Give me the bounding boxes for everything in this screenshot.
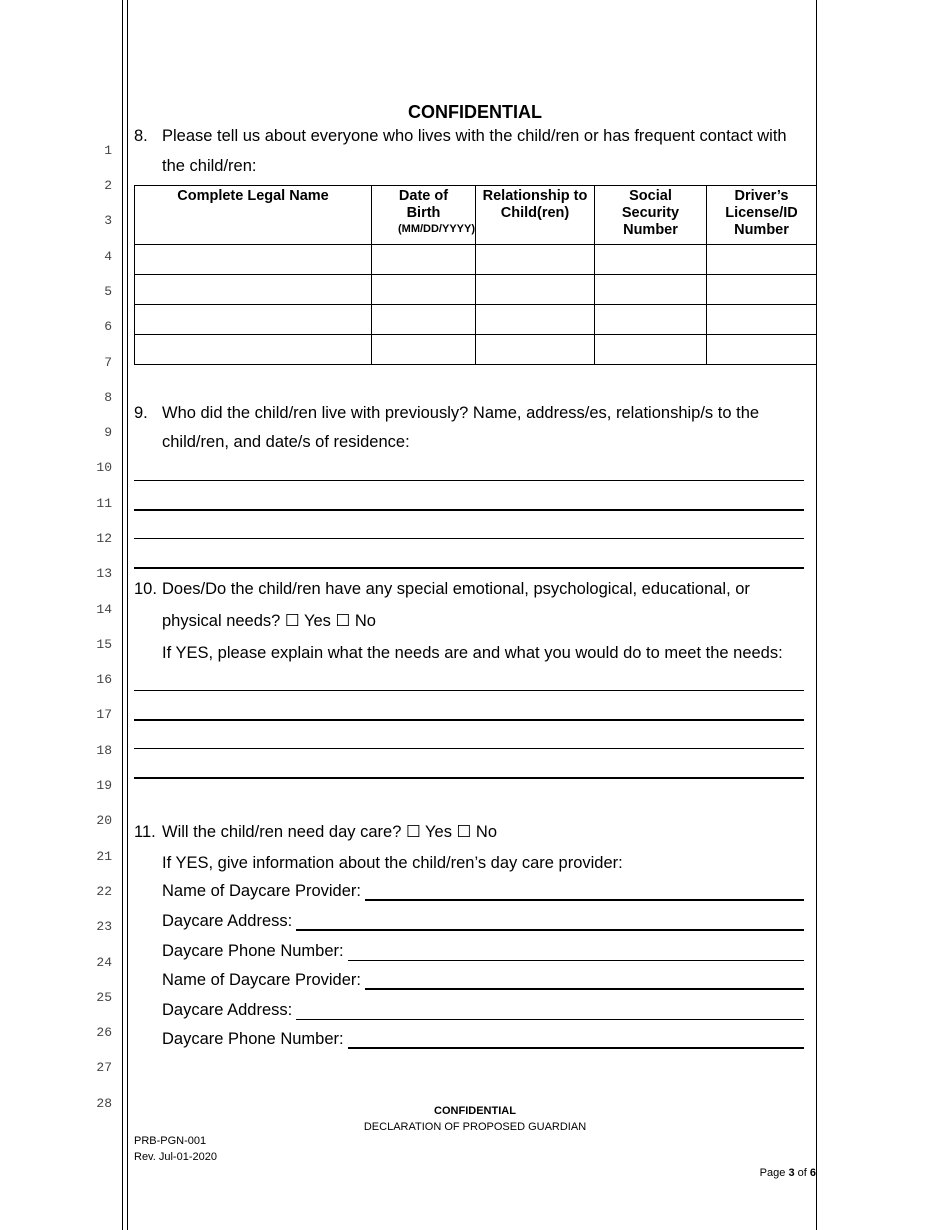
page-label: Page bbox=[759, 1167, 786, 1179]
footer-title: CONFIDENTIAL bbox=[434, 1105, 516, 1117]
table-row bbox=[135, 275, 817, 305]
header-main: Driver’s License/ID Number bbox=[725, 188, 798, 238]
page-total: 6 bbox=[809, 1167, 816, 1179]
daycare-provider-name-row bbox=[162, 971, 804, 990]
form-revision: Rev. Jul-01-2020 bbox=[134, 1151, 217, 1163]
q10-answer-line[interactable] bbox=[134, 719, 804, 721]
daycare-phone-input[interactable] bbox=[348, 944, 804, 961]
line-number: 21 bbox=[96, 849, 112, 864]
table-row bbox=[135, 245, 817, 275]
license-cell[interactable] bbox=[707, 275, 817, 305]
daycare-phone-label: Daycare Phone Number: bbox=[162, 1030, 344, 1048]
ssn-cell[interactable] bbox=[595, 305, 707, 335]
line-number: 20 bbox=[96, 813, 112, 828]
header-date-of-birth bbox=[372, 186, 476, 245]
line-number: 4 bbox=[104, 249, 112, 264]
household-members-table bbox=[134, 185, 817, 365]
header-relationship bbox=[476, 186, 595, 245]
q9-number: 9. bbox=[134, 404, 148, 422]
header-main: Social Security Number bbox=[621, 188, 680, 238]
license-cell[interactable] bbox=[707, 305, 817, 335]
line-number: 1 bbox=[104, 143, 112, 158]
line-number: 3 bbox=[104, 213, 112, 228]
line-number: 28 bbox=[96, 1096, 112, 1111]
table-row bbox=[135, 335, 817, 365]
ssn-cell[interactable] bbox=[595, 245, 707, 275]
line-number: 16 bbox=[96, 672, 112, 687]
daycare-provider-name-input[interactable] bbox=[365, 972, 804, 990]
daycare-address-label: Daycare Address: bbox=[162, 912, 293, 930]
q9-line1 bbox=[134, 404, 759, 423]
dob-cell[interactable] bbox=[372, 275, 476, 305]
license-cell[interactable] bbox=[707, 335, 817, 365]
header-drivers-license bbox=[707, 186, 817, 245]
header-main: Date of Birth bbox=[398, 188, 449, 221]
table-header-row bbox=[135, 186, 817, 245]
daycare-provider-name-row bbox=[162, 882, 804, 901]
daycare-address-row bbox=[162, 912, 804, 931]
line-number: 10 bbox=[96, 460, 112, 475]
name-cell[interactable] bbox=[135, 275, 372, 305]
q9-answer-line[interactable] bbox=[134, 567, 804, 569]
header-main: Complete Legal Name bbox=[177, 188, 329, 204]
daycare-address-row bbox=[162, 1001, 804, 1020]
q10-answer-line[interactable] bbox=[134, 748, 804, 749]
left-margin-line-inner bbox=[127, 0, 128, 1230]
daycare-address-input[interactable] bbox=[296, 1003, 804, 1020]
q11-line1 bbox=[134, 822, 497, 842]
q10-text-line1: Does/Do the child/ren have any special emotional, psychological, educational, or bbox=[162, 580, 750, 598]
line-number: 17 bbox=[96, 707, 112, 722]
daycare-phone-label: Daycare Phone Number: bbox=[162, 942, 344, 960]
header-social-security-number bbox=[595, 186, 707, 245]
line-number: 12 bbox=[96, 531, 112, 546]
line-number: 19 bbox=[96, 778, 112, 793]
q11-text-line1: Will the child/ren need day care? ☐ Yes ☐ No bbox=[162, 823, 498, 841]
q9-answer-line[interactable] bbox=[134, 480, 804, 481]
q10-answer-line[interactable] bbox=[134, 690, 804, 691]
header-main: Relationship to Child(ren) bbox=[482, 188, 588, 221]
page-title: CONFIDENTIAL bbox=[408, 102, 542, 122]
dob-cell[interactable] bbox=[372, 245, 476, 275]
header-date-format: (MM/DD/YYYY) bbox=[398, 223, 475, 235]
line-number: 25 bbox=[96, 990, 112, 1005]
line-number: 11 bbox=[96, 496, 112, 511]
dob-cell[interactable] bbox=[372, 335, 476, 365]
name-cell[interactable] bbox=[135, 305, 372, 335]
page-number bbox=[716, 1167, 816, 1179]
relationship-cell[interactable] bbox=[476, 335, 595, 365]
q10-answer-line[interactable] bbox=[134, 777, 804, 779]
q10-number: 10. bbox=[134, 580, 157, 598]
q9-answer-line[interactable] bbox=[134, 509, 804, 511]
line-number: 8 bbox=[104, 390, 112, 405]
line-number: 26 bbox=[96, 1025, 112, 1040]
relationship-cell[interactable] bbox=[476, 275, 595, 305]
q11-text-line2: If YES, give information about the child/ren’s day care provider: bbox=[162, 854, 623, 872]
line-number: 6 bbox=[104, 319, 112, 334]
ssn-cell[interactable] bbox=[595, 335, 707, 365]
form-code: PRB-PGN-001 bbox=[134, 1135, 207, 1147]
daycare-phone-row bbox=[162, 942, 804, 961]
q8-text-line1: Please tell us about everyone who lives with the child/ren or has frequent contact with bbox=[162, 127, 787, 145]
line-number: 7 bbox=[104, 355, 112, 370]
page-current: 3 bbox=[788, 1167, 795, 1179]
daycare-address-label: Daycare Address: bbox=[162, 1001, 293, 1019]
footer-subtitle: DECLARATION OF PROPOSED GUARDIAN bbox=[363, 1121, 587, 1133]
q8-number: 8. bbox=[134, 127, 148, 145]
daycare-address-input[interactable] bbox=[296, 913, 804, 931]
q10-line1 bbox=[134, 580, 750, 599]
daycare-phone-row bbox=[162, 1030, 804, 1049]
q10-text-line2: physical needs? ☐ Yes ☐ No bbox=[162, 612, 376, 630]
line-number: 22 bbox=[96, 884, 112, 899]
daycare-phone-input[interactable] bbox=[348, 1031, 804, 1049]
line-number: 14 bbox=[96, 602, 112, 617]
q8-text-line2: the child/ren: bbox=[162, 157, 257, 175]
line-number: 13 bbox=[96, 566, 112, 581]
daycare-provider-name-label: Name of Daycare Provider: bbox=[162, 971, 361, 989]
page-of: of bbox=[797, 1167, 807, 1179]
q9-text-line1: Who did the child/ren live with previously? Name, address/es, relationship/s to the bbox=[162, 404, 760, 422]
license-cell[interactable] bbox=[707, 245, 817, 275]
q9-text-line2: child/ren, and date/s of residence: bbox=[162, 433, 410, 451]
header-complete-legal-name bbox=[135, 186, 372, 245]
line-number: 18 bbox=[96, 743, 112, 758]
line-number: 5 bbox=[104, 284, 112, 299]
name-cell[interactable] bbox=[135, 245, 372, 275]
relationship-cell[interactable] bbox=[476, 305, 595, 335]
dob-cell[interactable] bbox=[372, 305, 476, 335]
table-row bbox=[135, 305, 817, 335]
line-number: 27 bbox=[96, 1060, 112, 1075]
line-number: 2 bbox=[104, 178, 112, 193]
q10-text-line3: If YES, please explain what the needs are and what you would do to meet the needs: bbox=[162, 644, 783, 662]
line-number: 9 bbox=[104, 425, 112, 440]
line-number: 15 bbox=[96, 637, 112, 652]
relationship-cell[interactable] bbox=[476, 245, 595, 275]
daycare-provider-name-input[interactable] bbox=[365, 883, 804, 901]
q11-number: 11. bbox=[134, 823, 156, 841]
ssn-cell[interactable] bbox=[595, 275, 707, 305]
q9-answer-line[interactable] bbox=[134, 538, 804, 539]
line-number: 23 bbox=[96, 919, 112, 934]
daycare-provider-name-label: Name of Daycare Provider: bbox=[162, 882, 361, 900]
name-cell[interactable] bbox=[135, 335, 372, 365]
q8-line1 bbox=[134, 127, 787, 146]
line-number: 24 bbox=[96, 955, 112, 970]
left-margin-line-outer bbox=[122, 0, 123, 1230]
